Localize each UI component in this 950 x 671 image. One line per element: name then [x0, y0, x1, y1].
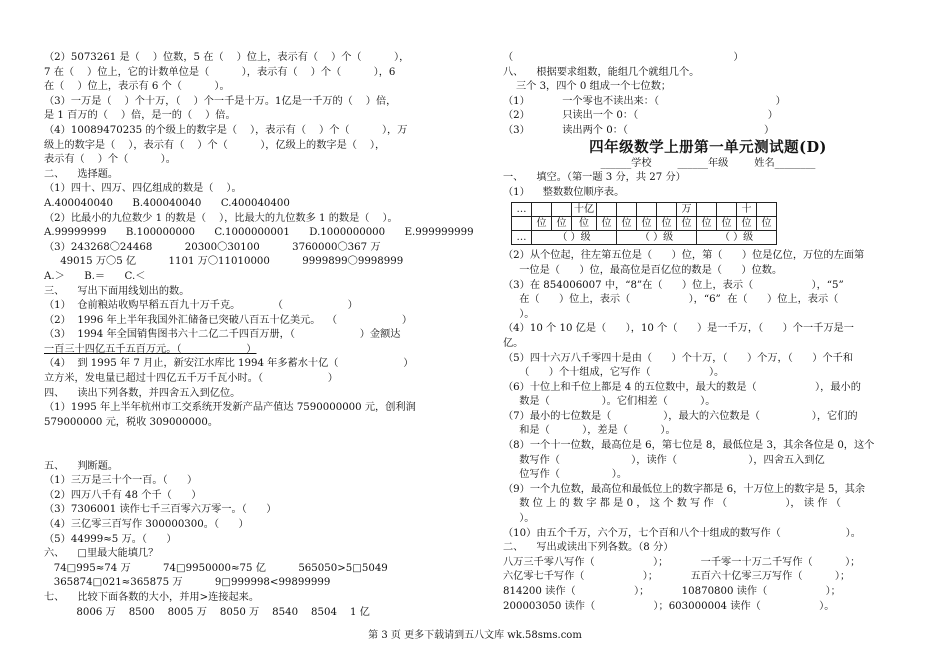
table-cell: [617, 203, 637, 217]
table-cell: …: [512, 203, 532, 217]
text-line: 数是（ ）。它们相差（ ）。: [503, 396, 716, 408]
blank-line: [44, 445, 474, 460]
text-line: （5）44999≈5 万。（ ）: [44, 533, 177, 545]
school-grade-name-line: ______学校 ______年级 姓名________: [600, 157, 816, 169]
table-cell: [637, 203, 657, 217]
text-line: 在（ ）位上，表示（ ），“6” 在（ ）位上，表示（: [503, 294, 839, 306]
text-line: 数写作（ ），读作（ ），四舍五入到亿: [503, 454, 825, 466]
table-cell: 位: [657, 217, 677, 231]
text-line: 级上的数字是（ ），表示有（ ）个（ ），亿级上的数字是（ ），: [44, 139, 386, 151]
text-line: 八万三千零八写作（ ）； 一千零一十万二千写作（ ）；: [503, 556, 861, 568]
level-cell: （ ）级: [697, 231, 777, 245]
text-line: （2） 1996 年上半年我国外汇储备已突破八百五十亿美元。 （ ）: [44, 314, 413, 326]
text-line: A.400040040 B.400040040 C.400040400: [44, 197, 290, 209]
right-column: [503, 51, 913, 614]
text-line: 数 位 上 的 数 字 都 是 0 ， 这 个 数 写 作 （ ）， 读 作 （: [503, 498, 841, 510]
text-line: （2）5073261 是（ ）位数，5 在（ ）位上，表示有（ ）个（ ），: [44, 52, 410, 63]
table-cell: 位: [572, 217, 597, 231]
table-cell: 位: [532, 217, 552, 231]
table-cell: [717, 203, 737, 217]
section-heading: 七、 比较下面各数的大小，并用>连接起来。: [44, 591, 260, 603]
text-line: 在（ ）位上，表示有 6 个（ ）。: [44, 81, 230, 93]
section-heading: 一、 填空。（第一题 3 分，共 27 分）: [503, 172, 686, 184]
question-label: （1） 整数数位顺序表。: [503, 186, 625, 198]
text-line: 49015 万〇5 亿 1101 万〇11010000 9999899〇9998999: [44, 256, 404, 268]
text-line: 8006 万 8500 8005 万 8050 万 8540 8504 1 亿: [44, 606, 370, 618]
table-cell: [552, 203, 572, 217]
text-line: （3） 1994 年全国销售图书六十二亿二千四百万册，（ ）金额达: [44, 329, 401, 341]
table-cell: 万: [677, 203, 697, 217]
text-line: 三个 3，四个 0 组成一个七位数；: [503, 81, 672, 93]
text-line: （3）在 854006007 中，“8”在（ ）位上，表示（ ），“5”: [503, 279, 844, 291]
text-line: （5）四十六万八千零四十是由（ ）个十万，（ ）个万，（ ）个千和: [503, 352, 854, 364]
text-line: （4）10089470235 的个级上的数字是（ ），表示有（ ）个（ ），万: [44, 124, 408, 136]
blank-line: [44, 430, 474, 445]
table-cell: [657, 203, 677, 217]
section-heading: 二、 写出或读出下列各数。（8 分）: [503, 542, 674, 554]
text-line: 立方米，发电量已超过十四亿五千万千瓦小时。（ ）: [44, 373, 338, 385]
text-line: （1）三万是三十个一百。（ ）: [44, 475, 198, 487]
text-line: （4） 到 1995 年 7 月止，新安江水库比 1994 年多蓄水十亿（ ）: [44, 358, 414, 370]
text-line: 200003050 读作（ ）；603000004 读作（ ）。: [503, 600, 835, 612]
text-line: （7）最小的七位数是（ ），最大的六位数是（ ），它们的: [503, 410, 858, 422]
text-line: 一百三十四亿五千五百万元。（ ）: [44, 343, 257, 355]
section-heading: 五、 判断题。: [44, 460, 119, 472]
text-line: 是 1 百万的（ ）倍，是一的（ ）倍。: [44, 110, 236, 122]
text-line: （3） 读出两个 0：（ ）: [503, 124, 775, 136]
text-line: （1） 仓前粮站收购早稻五百九十万千克。 （ ）: [44, 300, 358, 312]
text-line: A.＞ B.＝ C.＜: [44, 270, 146, 282]
section-heading: 二、 选择题。: [44, 168, 119, 180]
text-line: （1） 一个零也不读出来：（ ）: [503, 95, 786, 107]
text-line: 表示有（ ）个（ ）。: [44, 154, 176, 166]
level-cell: （ ）级: [532, 231, 617, 245]
text-line: （3）7306001 读作七千三百零六万零一。（ ）: [44, 504, 277, 516]
text-line: （3）243268〇24468 20300〇30100 3760000〇367 万: [44, 241, 381, 253]
text-line: （8）一个十一位数，最高位是 6，第七位是 8，最低位是 3，其余各位是 0，这个: [503, 440, 875, 452]
table-cell: 位: [617, 217, 637, 231]
section-heading: 八、 根据要求组数，能组几个就组几个。: [503, 66, 700, 78]
section-heading: 四、 读出下列各数，并四舍五入到亿位。: [44, 387, 241, 399]
table-cell: 位: [717, 217, 737, 231]
table-cell: [697, 203, 717, 217]
text-line: A.99999999 B.100000000 C.1000000001 D.1000000000 E.999999999: [44, 227, 474, 239]
table-cell: 十亿: [572, 203, 597, 217]
table-cell: 位: [757, 217, 777, 231]
text-line: 74□995≈74 万 74□9950000≈75 亿 565050>5□5049: [44, 562, 388, 574]
text-line: 和是（ ），差是（ ）。: [503, 425, 676, 437]
section-heading: 六、 □里最大能填几？: [44, 548, 159, 560]
text-line: 一位是（ ）位，最高位是百亿位的数是（ ）位数。: [503, 264, 783, 276]
text-line: ）。: [503, 513, 535, 525]
text-line: （1）1995 年上半年杭州市工交系统开发新产品产值达 7590000000 元，创利润: [44, 402, 416, 414]
page-title: 四年级数学上册第一单元测试题(D): [589, 138, 827, 156]
text-line: 7 在（ ）位上，它的计数单位是（ ），表示有（ ）个（ ），6: [44, 66, 396, 78]
table-cell: [597, 203, 617, 217]
text-line: 365874□021≈365875 万 9□999998<99899999: [44, 577, 331, 589]
text-line: （4）10 个 10 亿是（ ），10 个（ ）是一千万，（ ）个一千万是一: [503, 323, 854, 335]
text-line: （6）十位上和千位上都是 4 的五位数中，最大的数是（ ），最小的: [503, 381, 861, 393]
table-cell: [757, 203, 777, 217]
text-line: （1）四十、四万、四亿组成的数是（ ）。: [44, 183, 242, 195]
text-line: 814200 读作（ ）； 10870800 读作（ ）；: [503, 586, 841, 597]
text-line: （3）一万是（ ）个十万，（ ）个一千是十万。1亿是一千万的（ ）倍，: [44, 95, 397, 107]
text-line: （2） 只读出一个 0：（ ）: [503, 110, 778, 122]
table-cell: 位: [677, 217, 697, 231]
text-line: （2）比最小的九位数少 1 的数是（ ），比最大的九位数多 1 的数是（ ）。: [44, 212, 398, 224]
text-line: （10）由五个千万，六个万，七个百和八个十组成的数写作（ ）。: [503, 527, 861, 539]
page-footer: 第 3 页 更多下载请到五八文库 wk.58sms.com: [368, 630, 582, 641]
table-cell: 位: [697, 217, 717, 231]
text-line: 579000000 元，税收 309000000。: [44, 416, 219, 428]
table-cell: 位: [597, 217, 617, 231]
text-line: 六亿零七千写作（ ）； 五百六十亿零三万写作（ ）；: [503, 571, 851, 583]
text-line: （ ）个十组成，它写作（ ）。: [503, 367, 725, 379]
level-cell: （ ）级: [617, 231, 697, 245]
text-line: （2）从个位起，往左第五位是（ ）位，第（ ）位是亿位，万位的左面第: [503, 250, 865, 262]
place-value-table: [511, 202, 777, 245]
text-line: 亿。: [503, 337, 524, 349]
text-line: 位写作（ ）。: [503, 469, 628, 481]
text-line: （9）一个九位数，最高位和最低位上的数字都是 6，十万位上的数字是 5，其余: [503, 483, 866, 495]
text-line: ）。: [503, 308, 535, 320]
text-line: （4）三亿零三百写作 300000300。（ ）: [44, 519, 249, 530]
table-cell: 十: [737, 203, 757, 217]
table-cell: …: [512, 231, 532, 245]
section-heading: 三、 写出下面用线划出的数。: [44, 285, 190, 297]
table-cell: 位: [637, 217, 657, 231]
table-cell: 位: [737, 217, 757, 231]
table-cell: [512, 217, 532, 231]
table-cell: [532, 203, 552, 217]
left-column: [44, 51, 474, 620]
text-line: （2）四万八千有 48 个千（ ）: [44, 489, 202, 501]
text-line: （ ）: [503, 52, 744, 63]
table-cell: 位: [552, 217, 572, 231]
